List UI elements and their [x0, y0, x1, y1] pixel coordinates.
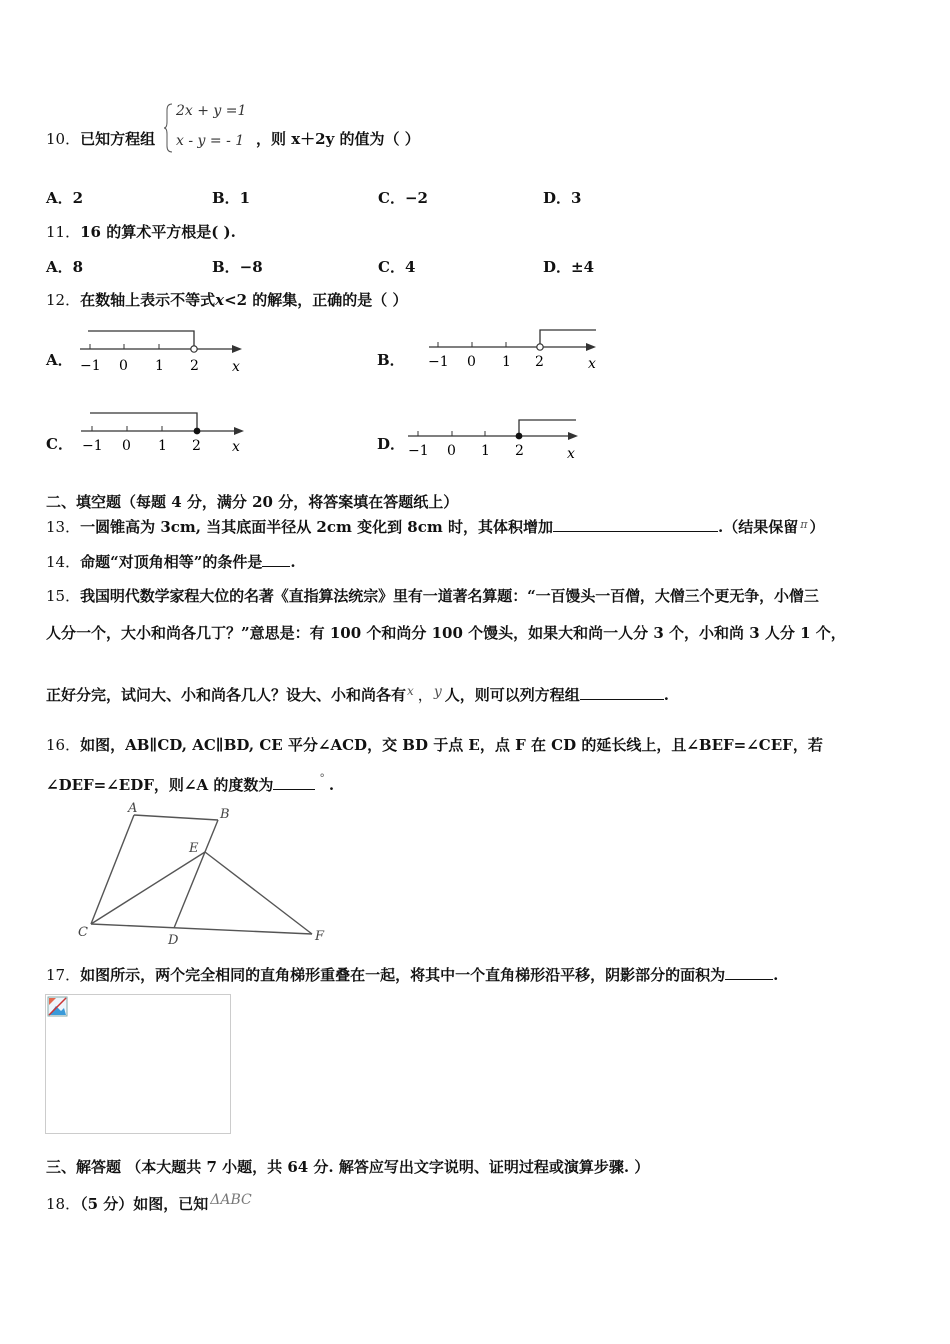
q10-system-brace: [164, 102, 174, 154]
q16-tail: .: [328, 776, 335, 794]
q18-triangle-abc: ΔABC: [210, 1192, 252, 1208]
q18-text: （5 分）如图，已知: [80, 1195, 209, 1213]
tick-0: 0: [467, 354, 476, 370]
axis-x: x: [588, 356, 596, 372]
q16-number: 16．: [46, 736, 81, 754]
q15-number: 15．: [46, 587, 81, 605]
q11-stem: [46, 221, 236, 242]
tick-1: 1: [155, 358, 164, 374]
q14-number: 14．: [46, 553, 81, 571]
q17-text: 如图所示，两个完全相同的直角梯形重叠在一起，将其中一个直角梯形沿平移，阴影部分的面积为: [80, 966, 726, 984]
tick-neg1: −1: [82, 438, 103, 454]
q15-line-1: [46, 585, 819, 606]
tick-2: 2: [190, 358, 199, 374]
q10-option-b[interactable]: B．1: [212, 189, 251, 207]
q17-answer-blank[interactable]: [725, 965, 773, 980]
q13-text: 一圆锥高为 3cm, 当其底面半径从 2cm 变化到 8cm 时，其体积增加: [80, 518, 553, 536]
q12-stem: [46, 289, 408, 310]
q17-stem: [46, 964, 778, 985]
q16-line-1: [46, 734, 823, 755]
q16-degree: °: [319, 772, 325, 785]
tick-1: 1: [502, 354, 511, 370]
q10-option-c[interactable]: C．−2: [378, 189, 428, 207]
label-a: A: [128, 801, 138, 816]
q12-number-line-a[interactable]: [72, 325, 252, 380]
q11-text: 16 的算术平方根是( ).: [80, 223, 236, 241]
q16-geometry-figure: [72, 800, 337, 950]
q12-option-b-label[interactable]: B．: [377, 351, 405, 369]
q12-option-c-label[interactable]: C．: [46, 435, 73, 453]
q15-line-3: [46, 684, 669, 705]
q12-number: 12．: [46, 291, 81, 309]
q10-equation-1: 2x + y =1: [176, 103, 247, 119]
q10-equation-2: x - y = - 1: [176, 133, 245, 149]
q13-answer-blank[interactable]: [553, 517, 718, 532]
q13-close: ）: [809, 518, 825, 536]
q15-comma: ，: [417, 686, 433, 704]
q11-option-d[interactable]: D．±4: [543, 258, 595, 276]
label-e: E: [189, 841, 199, 856]
label-d: D: [168, 933, 179, 948]
broken-image-icon: [47, 996, 69, 1018]
q17-tail: .: [773, 966, 779, 984]
q11-number: 11．: [46, 223, 81, 241]
q14-stem: [46, 551, 296, 572]
q13-number: 13．: [46, 518, 81, 536]
axis-x: x: [567, 446, 575, 462]
q15-var-y: y: [433, 684, 442, 700]
tick-neg1: −1: [428, 354, 449, 370]
q11-option-c[interactable]: C．4: [378, 258, 416, 276]
tick-1: 1: [481, 443, 490, 459]
q12-option-d-label[interactable]: D．: [377, 435, 406, 453]
q12-number-line-c[interactable]: [76, 405, 256, 460]
q16-line2-text: ∠DEF=∠EDF，则∠A 的度数为: [46, 776, 274, 794]
label-f: F: [315, 929, 325, 944]
tick-neg1: −1: [80, 358, 101, 374]
q10-option-a[interactable]: A．2: [46, 189, 84, 207]
tick-0: 0: [447, 443, 456, 459]
q10-stem: [46, 128, 155, 149]
q12-number-line-b[interactable]: [424, 322, 609, 377]
q15-answer-blank[interactable]: [580, 685, 664, 700]
tick-2: 2: [192, 438, 201, 454]
q16-line-2: [46, 772, 334, 795]
q17-figure-placeholder: [45, 994, 231, 1134]
q10-suffix: ，则 x＋2y 的值为（ ）: [256, 130, 420, 148]
q15-line1-text: 我国明代数学家程大位的名著《直指算法统宗》里有一道著名算题：“一百馒头一百僧，大僧三个更无争，小僧三: [80, 587, 819, 605]
axis-x: x: [232, 439, 240, 455]
q12-variable: x: [215, 291, 225, 309]
q14-text: 命题“对顶角相等”的条件是: [80, 553, 263, 571]
q13-tail: .（结果保留: [717, 518, 799, 536]
q14-tail: .: [290, 553, 296, 571]
label-b: B: [220, 807, 230, 822]
axis-x: x: [232, 359, 240, 375]
q12-number-line-d[interactable]: [404, 412, 589, 467]
section-2-heading: 二、填空题（每题 4 分，满分 20 分，将答案填在答题纸上）: [46, 493, 459, 511]
q15-var-x: x: [407, 684, 414, 698]
q12-text-b: <2 的解集，正确的是（ ）: [224, 291, 408, 309]
q15-line3-a: 正好分完，试问大、小和尚各几人？设大、小和尚各有: [46, 686, 407, 704]
q17-number: 17．: [46, 966, 81, 984]
tick-0: 0: [119, 358, 128, 374]
q15-line3-b: 人，则可以列方程组: [444, 686, 580, 704]
tick-2: 2: [535, 354, 544, 370]
q10-option-d[interactable]: D．3: [543, 189, 582, 207]
q16-line1-text: 如图，AB∥CD, AC∥BD, CE 平分∠ACD，交 BD 于点 E，点 F 在 CD 的延长线上，且∠BEF=∠CEF，若: [80, 736, 823, 754]
q18-number: 18．: [46, 1195, 81, 1213]
tick-1: 1: [158, 438, 167, 454]
q10-number: 10．: [46, 130, 81, 148]
q11-option-a[interactable]: A．8: [46, 258, 84, 276]
q12-option-a-label[interactable]: A．: [46, 351, 73, 369]
label-c: C: [78, 925, 88, 940]
q18-stem: [46, 1192, 252, 1214]
section-3-heading: 三、解答题 （本大题共 7 小题，共 64 分. 解答应写出文字说明、证明过程或演算步骤. ）: [46, 1158, 650, 1176]
q11-option-b[interactable]: B．−8: [212, 258, 263, 276]
q10-prefix: 已知方程组: [80, 130, 156, 148]
q16-answer-blank[interactable]: [273, 775, 315, 790]
q12-text-a: 在数轴上表示不等式: [80, 291, 216, 309]
q13-stem: [46, 516, 824, 537]
q15-line-2: 人分一个，大小和尚各几丁？”意思是：有 100 个和尚分 100 个馒头，如果大和尚一人分 3 个，小和尚 3 人分 1 个，: [46, 624, 846, 642]
tick-neg1: −1: [408, 443, 429, 459]
tick-0: 0: [122, 438, 131, 454]
q13-pi-symbol: π: [800, 518, 808, 531]
tick-2: 2: [515, 443, 524, 459]
q15-tail: .: [663, 686, 669, 704]
q14-answer-blank[interactable]: [262, 552, 290, 567]
